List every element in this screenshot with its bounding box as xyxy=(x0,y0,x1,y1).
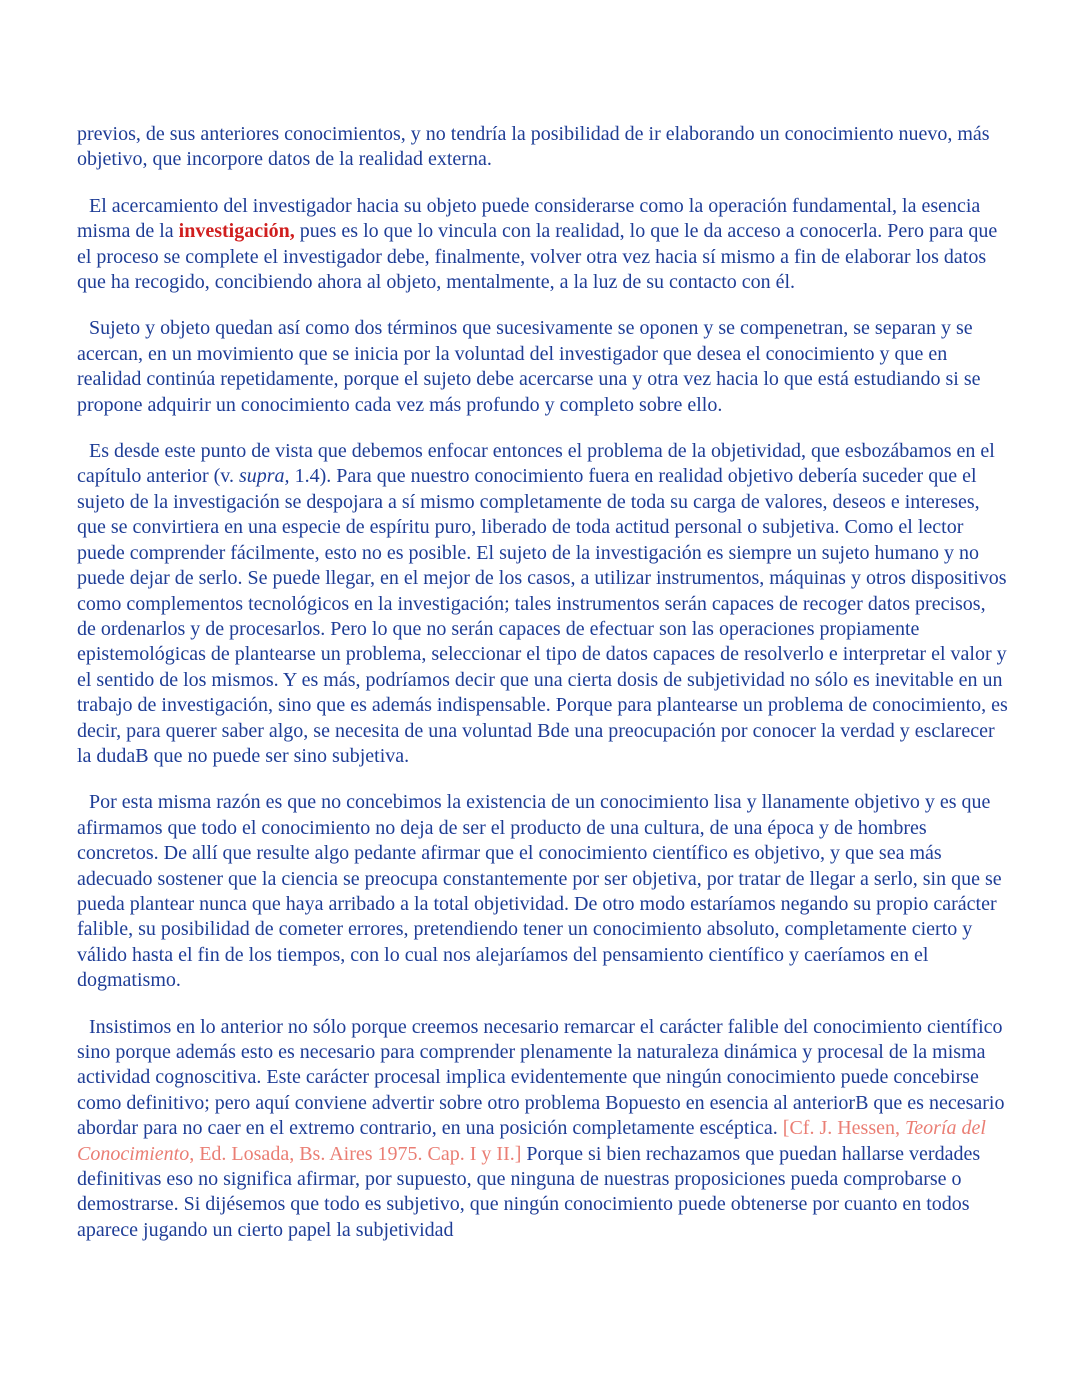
citation-book-title: Teoría del Conocimiento xyxy=(77,1117,986,1165)
citation-text: [Cf. J. Hessen, xyxy=(782,1117,905,1140)
text-run: Por esta misma razón es que no concebimos la existencia de un conocimiento lisa y llanamente objetivo y es que afirmamos que todo el conocimiento no deja de ser el producto de una cultura, de una época y de hombres concretos. De allí que resulte algo pedante afirmar que el conocimiento científico es objetivo, y que sea más adecuado sostener que la ciencia se preocupa constantemente por ser objetiva, por tratar de llegar a serlo, sin que se pueda plantear nunca que haya arribado a la total objetividad. De otro modo estaríamos negando su propio carácter falible, su posibilidad de cometer errores, pretendiendo tener un conocimiento absoluto, completamente cierto y válido hasta el fin de los tiempos, con lo cual nos alejaríamos del pensamiento científico y caeríamos en el dogmatismo. xyxy=(77,791,1002,992)
paragraph-1 xyxy=(77,122,1008,173)
paragraph-2 xyxy=(77,194,1008,296)
document-text-block xyxy=(77,122,1008,1264)
text-run: 1.4). Para que nuestro conocimiento fuera en realidad objetivo debería suceder que el sujeto de la investigación se despojara a sí mismo completamente de toda su carga de valores, deseos e intereses, que se convirtiera en una especie de espíritu puro, liberado de toda actitud personal o subjetiva. Como el lector puede comprender fácilmente, esto no es posible. El sujeto de la investigación es siempre un sujeto humano y no puede dejar de serlo. Se puede llegar, en el mejor de los casos, a utilizar instrumentos, máquinas y otros dispositivos como complementos tecnológicos en la investigación; tales instrumentos serán capaces de recoger datos precisos, de ordenarlos y de procesarlos. Pero lo que no serán capaces de efectuar son las operaciones propiamente epistemológicas de plantearse un problema, seleccionar el tipo de datos capaces de resolverlo e interpretar el valor y el sentido de los mismos. Y es más, podríamos decir que una cierta dosis de subjetividad no sólo es inevitable en un trabajo de investigación, sino que es además indispensable. Porque para plantearse un problema de conocimiento, es decir, para querer saber algo, se necesita de una voluntad Bde una preocupación por conocer la verdad y esclarecer la dudaB que no puede ser sino subjetiva. xyxy=(77,465,1008,767)
paragraph-6 xyxy=(77,1015,1008,1244)
paragraph-3 xyxy=(77,316,1008,418)
text-run: pues es lo que lo vincula con la realidad, lo que le da acceso a conocerla. Pero para que el proceso se complete el investigador debe, finalmente, volver otra vez hacia sí mismo a fin de elaborar los datos que ha recogido, concibiendo ahora al objeto, mentalmente, a la luz de su contacto con él. xyxy=(77,220,998,294)
text-run: Sujeto y objeto quedan así como dos términos que sucesivamente se oponen y se compenetran, se separan y se acercan, en un movimiento que se inicia por la voluntad del investigador que desea el conocimiento y que en realidad continúa repetidamente, porque el sujeto debe acercarse una y otra vez hacia lo que está estudiando si se propone adquirir un conocimiento cada vez más profundo y completo sobre ello. xyxy=(77,317,981,416)
paragraph-5 xyxy=(77,790,1008,993)
citation-text: , Ed. Losada, Bs. Aires 1975. Cap. I y II.] xyxy=(189,1142,522,1165)
italic-term: supra, xyxy=(238,465,290,488)
text-run: Es desde este punto de vista que debemos enfocar entonces el problema de la objetividad, que esbozábamos en el capítulo anterior (v. xyxy=(77,440,995,488)
text-run: El acercamiento del investigador hacia su objeto puede considerarse como la operación fundamental, la esencia misma de la xyxy=(77,194,981,243)
paragraph-4 xyxy=(77,439,1008,769)
highlighted-term: investigación, xyxy=(178,220,295,243)
text-run: Insistimos en lo anterior no sólo porque creemos necesario remarcar el carácter falible del conocimiento científico sino porque además esto es necesario para comprender plenamente la naturaleza dinámica y procesal de la misma actividad cognoscitiva. Este carácter procesal implica evidentemente que ningún conocimiento puede concebirse como definitivo; pero aquí conviene advertir sobre otro problema Bopuesto en esencia al anteriorB que es necesario abordar para no caer en el extremo contrario, en una posición completamente escéptica. xyxy=(77,1015,1005,1140)
text-run: Porque si bien rechazamos que puedan hallarse verdades definitivas eso no significa afirmar, por supuesto, que ninguna de nuestras proposiciones pueda comprobarse o demostrarse. Si dijésemos que todo es subjetivo, que ningún conocimiento puede obtenerse por cuanto en todos aparece jugando un cierto papel la subjetividad xyxy=(77,1142,981,1241)
text-run: previos, de sus anteriores conocimientos, y no tendría la posibilidad de ir elaborando un conocimiento nuevo, más objetivo, que incorpore datos de la realidad externa. xyxy=(77,123,990,171)
